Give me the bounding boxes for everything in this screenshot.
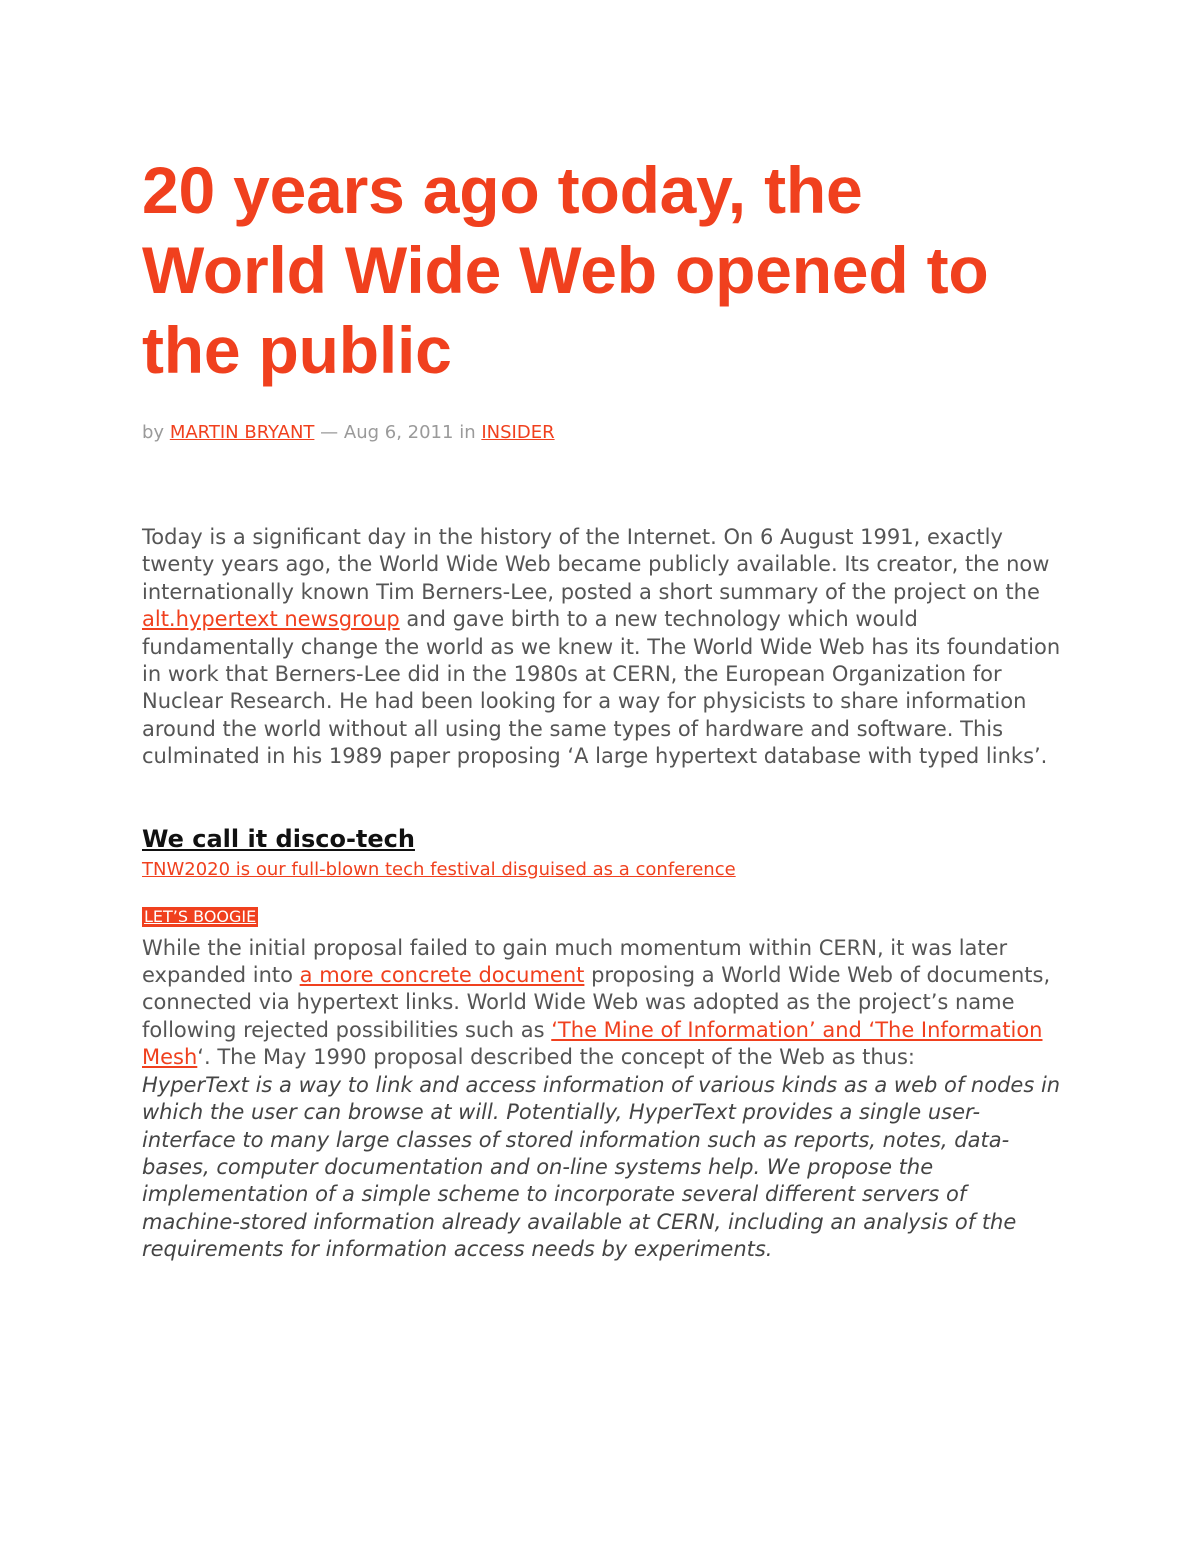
promo-heading[interactable]: We call it disco-tech (142, 824, 415, 853)
promo-block (142, 823, 1062, 927)
byline-date: — Aug 6, 2011 (320, 422, 454, 443)
document-page (142, 150, 1062, 1264)
category-link[interactable]: INSIDER (481, 422, 555, 443)
paragraph-text: Today is a significant day in the history of the Internet. On 6 August 1991, exactly twenty years ago, the World Wide Web became publicly available. Its creator, the now internationally known Tim Berners-Lee, posted a short summary of the project on the (142, 525, 1050, 604)
newsgroup-link[interactable]: alt.hypertext newsgroup (142, 607, 400, 632)
article-title: 20 years ago today, the World Wide Web opened to the public (142, 153, 989, 387)
paragraph-text: ‘. The May 1990 proposal described the concept of the Web as thus: (197, 1045, 915, 1070)
paragraph-intro (142, 524, 1062, 771)
byline-in: in (459, 422, 476, 443)
article-byline (142, 420, 1062, 446)
mine-of-information-link[interactable]: ‘The Mine of Information’ and ‘The Information Mesh (142, 1017, 1043, 1070)
byline-by: by (142, 422, 165, 443)
paragraph-text: and gave birth to a new technology which would fundamentally change the world as we knew it. The World Wide Web has its foundation in work that Berners-Lee did in the 1980s at CERN, the European Organization for Nuclear Research. He had been looking for a way for physicists to share information around the world without all using the same types of hardware and software. This culminated in his 1989 paper proposing ‘A large hypertext database with typed links’. (142, 607, 1061, 769)
paragraph-proposal (142, 935, 1062, 1264)
concrete-document-link[interactable]: a more concrete document (299, 963, 585, 988)
promo-subheading-link[interactable]: TNW2020 is our full-blown tech festival disguised as a conference (142, 858, 736, 880)
author-link[interactable]: MARTIN BRYANT (169, 422, 315, 443)
proposal-quote: HyperText is a way to link and access information of various kinds as a web of nodes in which the user can browse at will. Potentially, HyperText provides a single user-interface to many large classes of stored information such as reports, notes, data-bases, computer documentation and on-line systems help. We propose the implementation of a simple scheme to incorporate several different servers of machine-stored information already available at CERN, including an analysis of the requirements for information access needs by experiments. (142, 1072, 1061, 1262)
paragraph-text: proposing a World Wide Web of documents, connected via hypertext links. World Wide Web was adopted as the project’s name following rejected possibilities such as (142, 963, 1051, 1042)
lets-boogie-button[interactable]: LET’S BOOGIE (144, 906, 257, 926)
paragraph-text: While the initial proposal failed to gain much momentum within CERN, it was later expanded into (142, 935, 1008, 988)
